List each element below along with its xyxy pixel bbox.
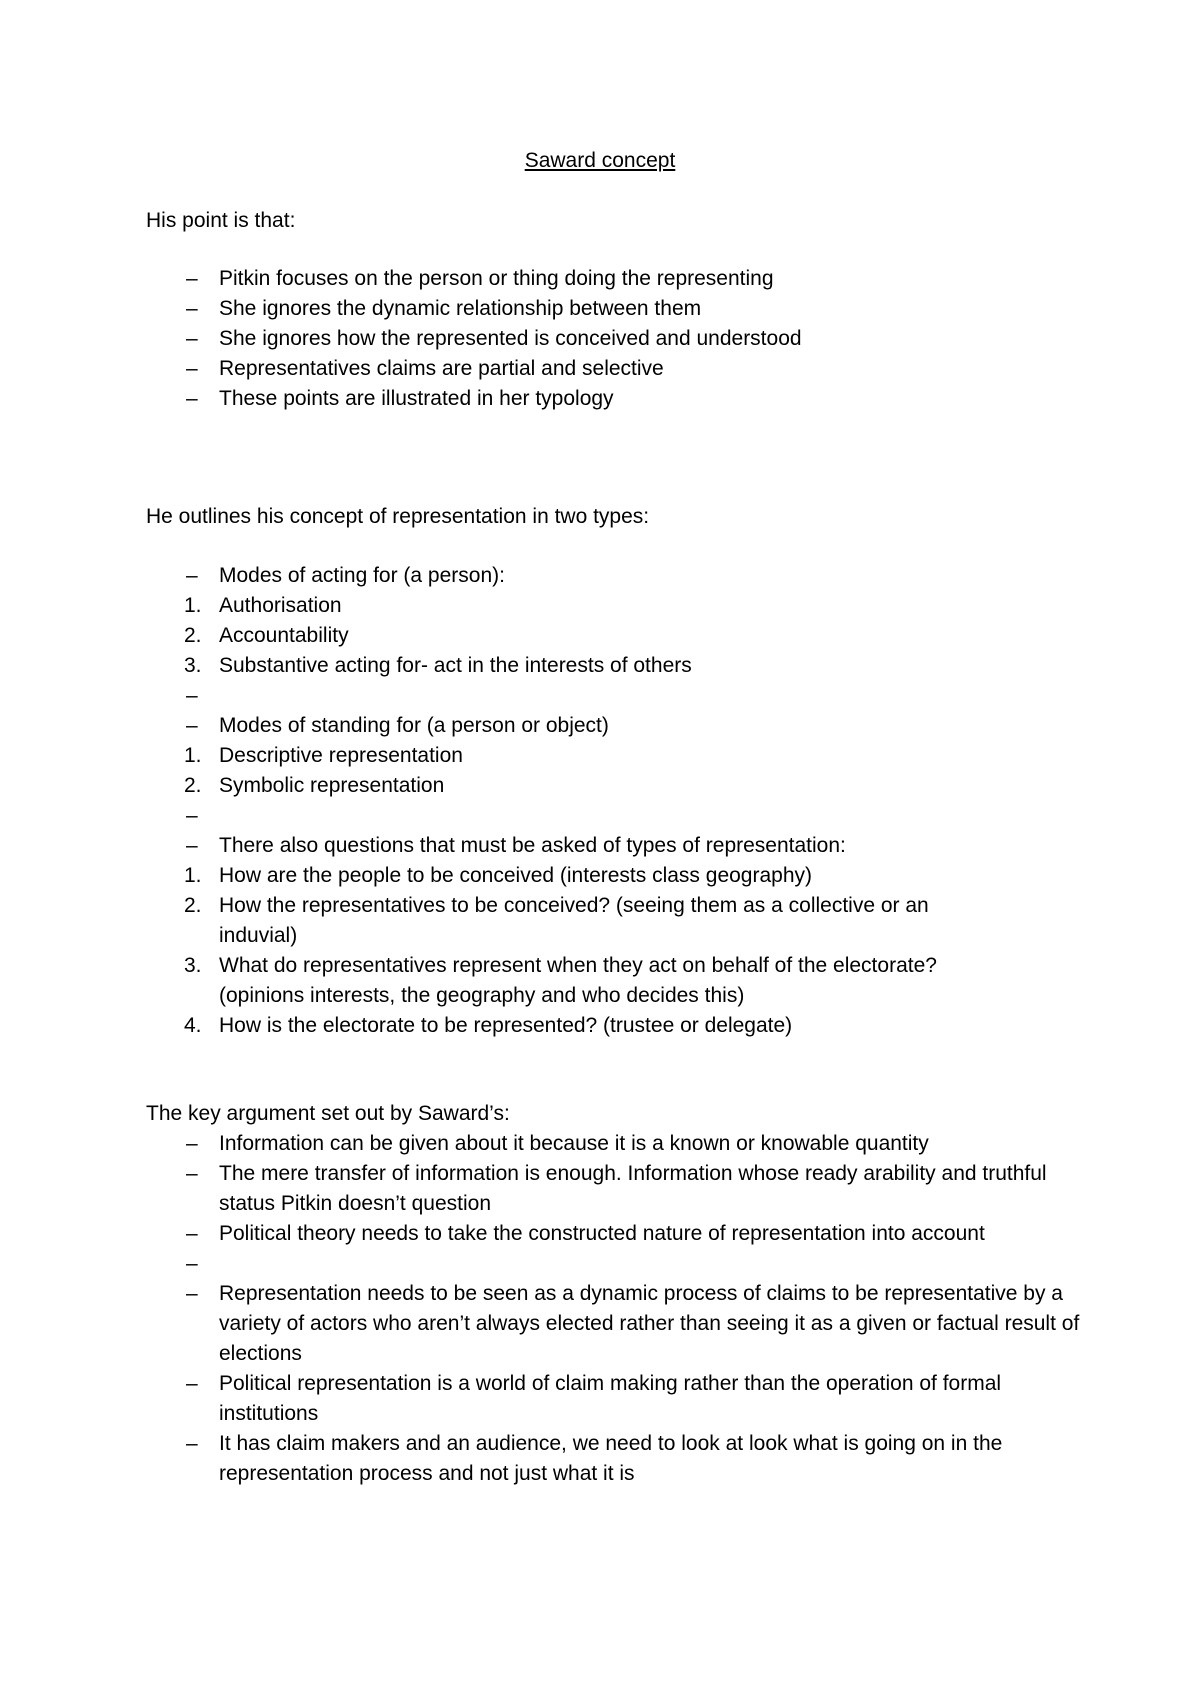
list-item: 4. How is the electorate to be represented? (trustee or delegate) <box>184 1014 793 1037</box>
list-item: – Pitkin focuses on the person or thing doing the representing <box>146 264 1076 294</box>
list-item: 3. What do representatives represent when they act on behalf of the electorate? (opinions interests, the geography and who decides this) <box>184 954 937 1007</box>
section1-intro: His point is that: <box>146 209 296 232</box>
acting-for-label: Modes of acting for (a person): <box>219 564 505 587</box>
list-item: 2. How the representatives to be conceived? (seeing them as a collective or an induvial) <box>184 894 929 947</box>
list-item: – She ignores how the represented is conceived and understood <box>146 324 1076 354</box>
acting-for-list <box>146 591 1076 681</box>
standing-for-item <box>146 711 1076 801</box>
list-item: – Political theory needs to take the constructed nature of representation into account <box>146 1219 1086 1249</box>
list-item: 2. Accountability <box>184 624 349 647</box>
document-title: Saward concept <box>524 149 676 172</box>
list-item: – Representatives claims are partial and selective <box>146 354 1076 384</box>
section2-intro: He outlines his concept of representation in two types: <box>146 505 650 528</box>
questions-list <box>146 861 1006 1041</box>
list-item: 1. How are the people to be conceived (interests class geography) <box>184 864 813 887</box>
spacer <box>146 681 1076 711</box>
acting-for-item <box>146 561 1076 681</box>
list-item: – Information can be given about it because it is a known or knowable quantity <box>146 1129 1086 1159</box>
list-item: 1. Descriptive representation <box>184 744 463 767</box>
list-item: – These points are illustrated in her typology <box>146 384 1076 414</box>
questions-item <box>146 831 1076 1041</box>
section2-list <box>146 561 1076 1041</box>
list-item: – Political representation is a world of claim making rather than the operation of formal institutions <box>146 1369 1086 1429</box>
questions-label: There also questions that must be asked of types of representation: <box>219 834 846 857</box>
spacer <box>146 1249 1086 1279</box>
spacer <box>146 801 1076 831</box>
list-item: – The mere transfer of information is enough. Information whose ready arability and truthful status Pitkin doesn’t question <box>146 1159 1086 1219</box>
list-item: 1. Authorisation <box>184 594 342 617</box>
section3-intro: The key argument set out by Saward’s: <box>146 1102 510 1125</box>
section3-list <box>146 1129 1086 1489</box>
list-item: – Representation needs to be seen as a dynamic process of claims to be representative by a variety of actors who aren’t always elected rather than seeing it as a given or factual result of elections <box>146 1279 1086 1369</box>
list-item: 3. Substantive acting for- act in the interests of others <box>184 654 692 677</box>
standing-for-list <box>146 741 1076 801</box>
list-item: 2. Symbolic representation <box>184 774 445 797</box>
list-item: – It has claim makers and an audience, we need to look at look what is going on in the representation process and not just what it is <box>146 1429 1086 1489</box>
section1-list <box>146 264 1076 414</box>
list-item: – She ignores the dynamic relationship between them <box>146 294 1076 324</box>
standing-for-label: Modes of standing for (a person or object) <box>219 714 609 737</box>
